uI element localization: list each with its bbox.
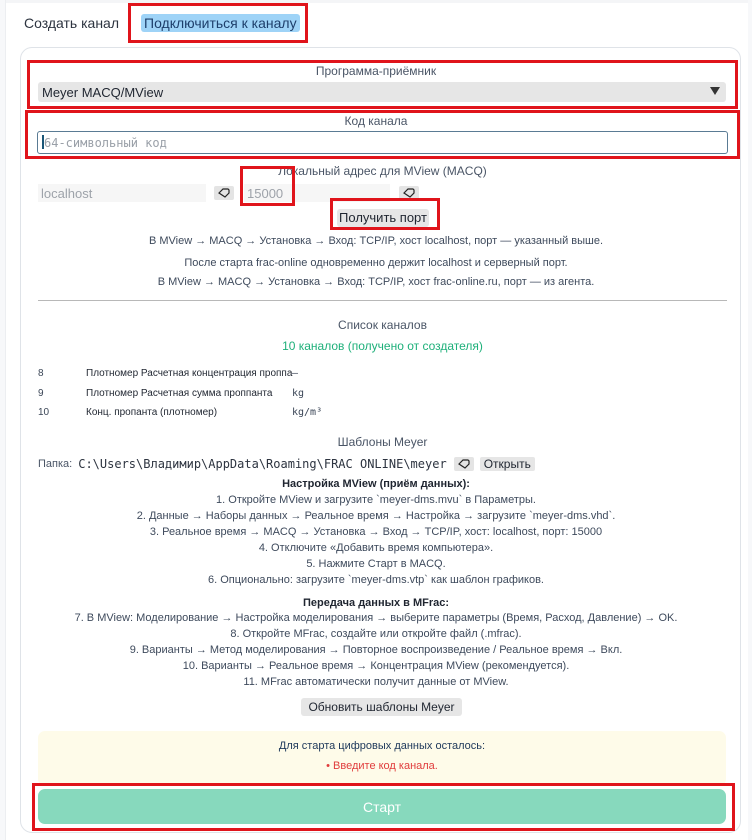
- window-top-strip: [0, 0, 752, 3]
- channels-status: 10 каналов (получено от создателя): [282, 339, 483, 353]
- tag-icon: [458, 459, 470, 469]
- port-placeholder: 15000: [247, 186, 284, 201]
- channels-title: Список каналов: [338, 318, 427, 332]
- channel-number: 9: [38, 388, 44, 399]
- start-button-label: Старт: [362, 798, 402, 815]
- setup-step: 5. Нажмите Старт в MACQ.: [306, 558, 446, 570]
- channel-name: Конц. пропанта (плотномер): [86, 407, 218, 418]
- start-button[interactable]: [38, 789, 726, 824]
- tab-connect-channel[interactable]: Подключиться к каналу: [141, 14, 300, 32]
- info-line-1: В MView → MACQ → Установка → Вход: TCP/IP, хост localhost, порт — указанный выше.: [148, 235, 604, 247]
- start-requirements-box: [38, 731, 726, 786]
- tab-create-channel[interactable]: Создать канал: [24, 15, 119, 31]
- transfer-step: 11. MFrac автоматически получит данные от MView.: [243, 676, 509, 688]
- folder-tag-button[interactable]: [454, 457, 474, 471]
- channel-code-input[interactable]: [37, 131, 728, 154]
- port-tag-button[interactable]: [399, 186, 419, 200]
- transfer-step: 8. Откройте MFrac, создайте или откройте файл (.mfrac).: [230, 628, 522, 640]
- info-line-3: В MView → MACQ → Установка → Вход: TCP/IP, хост frac-online.ru, порт — из агента.: [157, 276, 595, 288]
- folder-label: Папка:: [38, 458, 73, 470]
- open-folder-button[interactable]: Открыть: [480, 457, 535, 471]
- host-placeholder: localhost: [41, 186, 93, 201]
- templates-folder: [38, 456, 535, 472]
- setup-step: 4. Отключите «Добавить время компьютера».: [258, 542, 494, 554]
- section-divider: [38, 300, 727, 301]
- host-tag-button[interactable]: [214, 186, 234, 200]
- host-input[interactable]: [38, 184, 206, 202]
- tag-icon: [403, 188, 415, 198]
- channel-name: Плотномер Расчетная сумма проппанта: [86, 388, 273, 399]
- channel-code-label: Код канала: [344, 114, 408, 128]
- update-templates-button[interactable]: Обновить шаблоны Meyer: [301, 698, 462, 716]
- setup-step: 6. Опционально: загрузите `meyer-dms.vtp` как шаблон графиков.: [208, 574, 544, 586]
- info-line-2: После старта frac-online одновременно держит localhost и серверный порт.: [184, 257, 568, 269]
- setup-step: 3. Реальное время → MACQ → Установка → Вход → TCP/IP, хост: localhost, порт: 15000: [149, 526, 603, 538]
- channel-name: Плотномер Расчетная концентрация проппа: [86, 368, 293, 379]
- requirements-title: Для старта цифровых данных осталось:: [278, 740, 486, 752]
- receiver-label: Программа-приёмник: [315, 64, 437, 78]
- channel-code-placeholder: 64-символьный код: [44, 136, 167, 150]
- mode-tabs: [24, 12, 300, 34]
- receiver-selected-value: Meyer MACQ/MView: [42, 85, 164, 100]
- channel-unit: kg/m³: [292, 407, 323, 418]
- templates-title: Шаблоны Meyer: [337, 435, 428, 449]
- local-address-label: Локальный адрес для MView (MACQ): [278, 164, 487, 178]
- transfer-step: 10. Варианты → Реальное время → Концентрация MView (рекомендуется).: [182, 660, 570, 672]
- channel-unit: kg: [292, 388, 305, 399]
- channel-number: 8: [38, 368, 44, 379]
- channel-unit: –: [292, 368, 299, 379]
- setup-step: 2. Данные → Наборы данных → Реальное время → Настройка → загрузите `meyer-dms.vhd`.: [136, 510, 616, 522]
- setup-title: Настройка MView (приём данных):: [282, 478, 470, 490]
- receiver-select[interactable]: [38, 82, 726, 102]
- requirement-item: • Введите код канала.: [326, 760, 438, 772]
- channel-number: 10: [38, 407, 50, 418]
- tag-icon: [218, 188, 230, 198]
- transfer-title: Передача данных в MFrac:: [302, 597, 450, 609]
- setup-step: 1. Откройте MView и загрузите `meyer-dms.mvu` в Параметры.: [216, 494, 536, 506]
- dropdown-arrow-icon: [710, 87, 720, 95]
- transfer-step: 9. Варианты → Метод моделирования → Повторное воспроизведение / Реальное время → Вкл.: [129, 644, 623, 656]
- port-input[interactable]: [244, 184, 390, 202]
- get-port-button[interactable]: Получить порт: [337, 209, 429, 227]
- transfer-step: 7. В MView: Моделирование → Настройка моделирования → выберите параметры (Время, Расход, Давление) → OK.: [74, 612, 678, 624]
- folder-path: C:\Users\Владимир\AppData\Roaming\FRAC ONLINE\meyer: [78, 457, 447, 471]
